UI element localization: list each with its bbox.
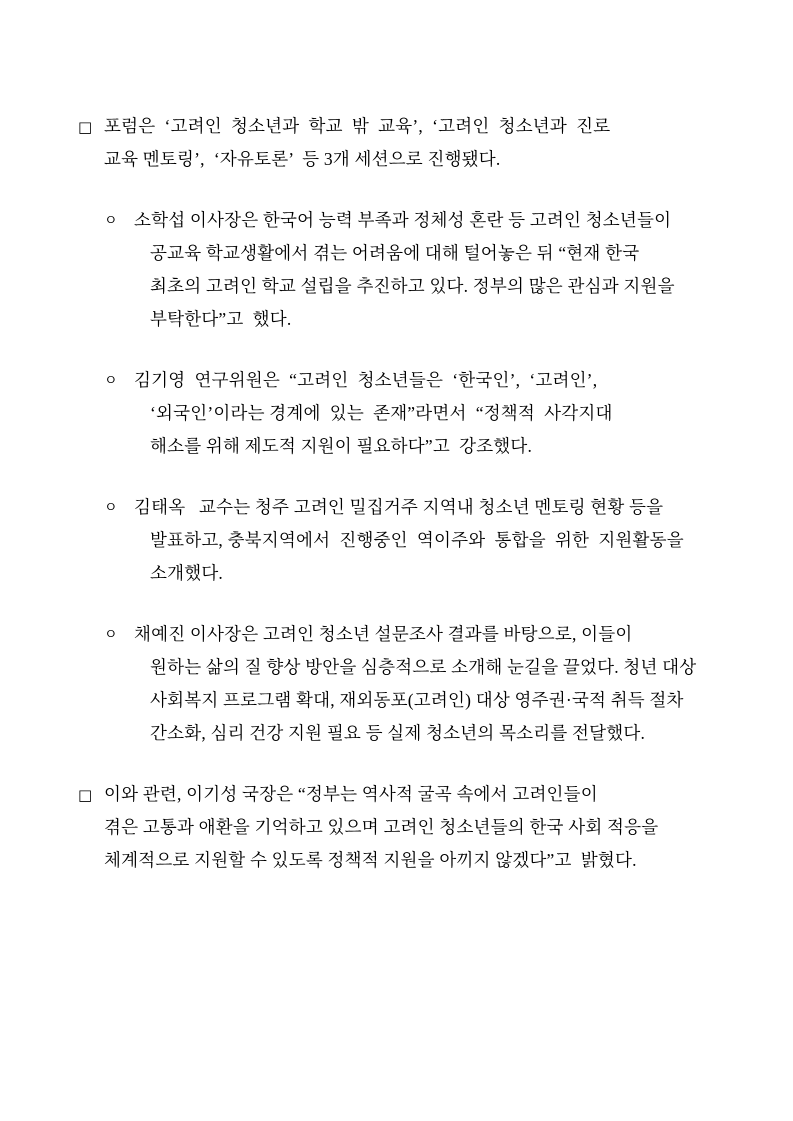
paragraph-line: 포럼은 ‘고려인 청소년과 학교 밖 교육’, ‘고려인 청소년과 진로 bbox=[104, 116, 611, 136]
paragraph-text bbox=[104, 110, 721, 176]
paragraph-line: 겪은 고통과 애환을 기억하고 있으며 고려인 청소년들의 한국 사회 적응을 bbox=[104, 817, 659, 837]
paragraph bbox=[70, 110, 721, 176]
paragraph-text bbox=[104, 778, 721, 877]
bullet-circle-icon: ㅇ bbox=[104, 500, 118, 516]
paragraph bbox=[70, 364, 721, 463]
paragraph-line: 소학섭 이사장은 한국어 능력 부족과 정체성 혼란 등 고려인 청소년들이 bbox=[134, 210, 672, 230]
paragraph-line: 김기영 연구위원은 “고려인 청소년들은 ‘한국인’, ‘고려인’, bbox=[134, 370, 598, 390]
paragraph-line: 해소를 위해 제도적 지원이 필요하다”고 강조했다. bbox=[150, 436, 533, 456]
paragraph-line: 체계적으로 지원할 수 있도록 정책적 지원을 아끼지 않겠다”고 밝혔다. bbox=[104, 850, 637, 870]
paragraph-line: 원하는 삶의 질 향상 방안을 심층적으로 소개해 눈길을 끌었다. 청년 대상 bbox=[150, 657, 697, 677]
paragraph-line: 공교육 학교생활에서 겪는 어려움에 대해 털어놓은 뒤 “현재 한국 bbox=[150, 243, 640, 263]
bullet-circle-icon: ㅇ bbox=[104, 373, 118, 389]
paragraph-text bbox=[134, 491, 721, 590]
paragraph-line: 발표하고, 충북지역에서 진행중인 역이주와 통합을 위한 지원활동을 bbox=[150, 530, 684, 550]
paragraph-line: 사회복지 프로그램 확대, 재외동포(고려인) 대상 영주권·국적 취득 절차 bbox=[150, 690, 684, 710]
paragraph-text bbox=[134, 204, 721, 336]
paragraph-line: 부탁한다”고 했다. bbox=[150, 309, 292, 329]
paragraph-line: 김태옥 교수는 청주 고려인 밀집거주 지역내 청소년 멘토링 현황 등을 bbox=[134, 497, 664, 517]
paragraph-line: 최초의 고려인 학교 설립을 추진하고 있다. 정부의 많은 관심과 지원을 bbox=[150, 276, 675, 296]
paragraph-line: 간소화, 심리 건강 지원 필요 등 실제 청소년의 목소리를 전달했다. bbox=[150, 723, 646, 743]
bullet-circle-icon: ㅇ bbox=[104, 213, 118, 229]
paragraph-line: 이와 관련, 이기성 국장은 “정부는 역사적 굴곡 속에서 고려인들이 bbox=[104, 784, 598, 804]
paragraph bbox=[70, 618, 721, 750]
paragraph bbox=[70, 204, 721, 336]
document-body bbox=[70, 110, 721, 877]
paragraph bbox=[70, 491, 721, 590]
paragraph-line: 교육 멘토링’, ‘자유토론’ 등 3개 세션으로 진행됐다. bbox=[104, 149, 501, 169]
paragraph-line: ‘외국인’이라는 경계에 있는 존재”라면서 “정책적 사각지대 bbox=[150, 403, 613, 423]
paragraph-text bbox=[134, 364, 721, 463]
bullet-circle-icon: ㅇ bbox=[104, 627, 118, 643]
paragraph-text bbox=[134, 618, 721, 750]
paragraph bbox=[70, 778, 721, 877]
paragraph-line: 채예진 이사장은 고려인 청소년 설문조사 결과를 바탕으로, 이들이 bbox=[134, 624, 633, 644]
paragraph-line: 소개했다. bbox=[150, 563, 223, 583]
bullet-square-icon: □ bbox=[78, 118, 93, 136]
bullet-square-icon: □ bbox=[78, 786, 93, 804]
